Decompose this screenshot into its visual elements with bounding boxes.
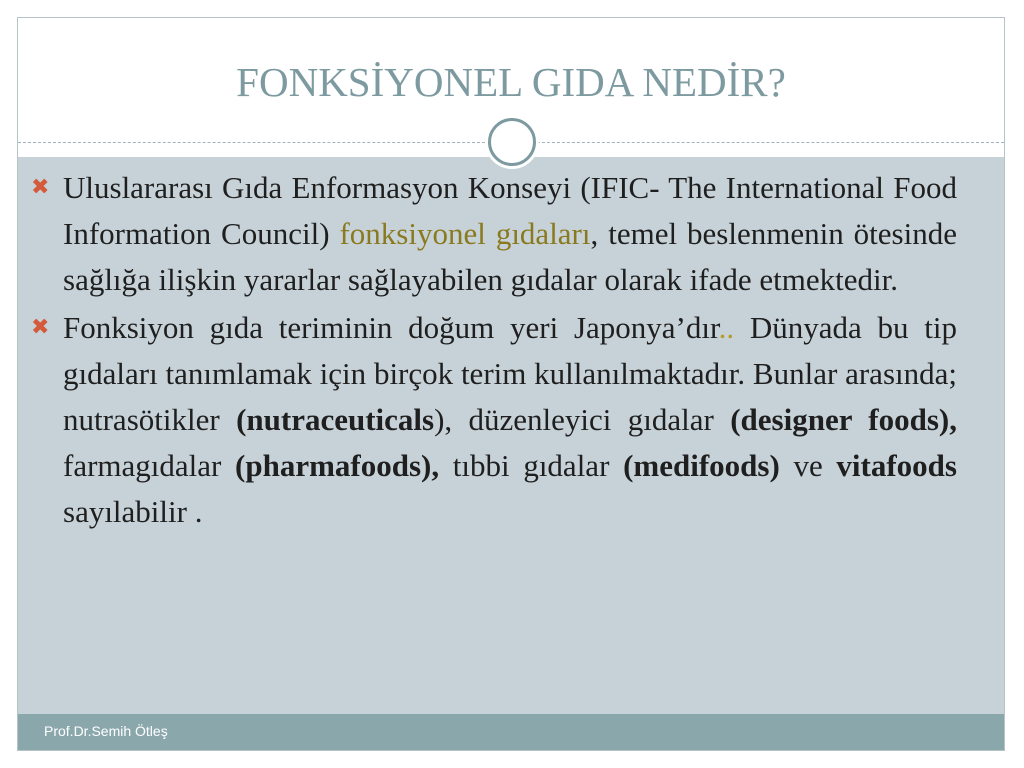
footer-bar xyxy=(18,714,1004,750)
circle-ornament-icon xyxy=(485,115,539,169)
bullet-item xyxy=(31,305,957,535)
bold-term: (nutraceuticals xyxy=(236,402,435,437)
bullet-text: ), düzenleyici gıdalar xyxy=(434,402,731,437)
x-mark-icon: ✖ xyxy=(31,315,50,340)
bullet-text: farmagıdalar xyxy=(63,448,236,483)
accent-dots: .. xyxy=(718,310,735,345)
slide-body xyxy=(31,165,957,537)
bullet-text: Uluslararası Gıda Enformasyon Konseyi (IFIC- The International Food Information Council) xyxy=(63,170,957,251)
bold-term: (pharmafoods), xyxy=(235,448,440,483)
footer-author: Prof.Dr.Semih Ötleş xyxy=(44,723,168,739)
bullet-item xyxy=(31,165,957,303)
bold-term: (medifoods) xyxy=(623,448,780,483)
x-mark-icon: ✖ xyxy=(31,175,50,200)
bullet-text: , temel beslenmenin ötesinde sağlığa ilişkin yararlar sağlayabilen gıdalar olarak ifade etmektedir. xyxy=(63,216,957,297)
bullet-text: Fonksiyon gıda teriminin doğum yeri Japonya’dır xyxy=(63,310,719,345)
bold-term: vitafoods xyxy=(836,448,957,483)
bullet-text: ve xyxy=(779,448,837,483)
bold-term: (designer foods), xyxy=(730,402,957,437)
highlight-term: fonksiyonel gıdaları xyxy=(339,216,591,251)
bullet-text: sayılabilir . xyxy=(63,494,203,529)
bullet-text: tıbbi gıdalar xyxy=(439,448,624,483)
bullet-text: Dünyada bu tip gıdaları tanımlamak için birçok terim kullanılmaktadır. Bunlar arasında; nutrasötikler xyxy=(63,310,957,437)
slide-title: FONKSİYONEL GIDA NEDİR? xyxy=(236,59,786,105)
